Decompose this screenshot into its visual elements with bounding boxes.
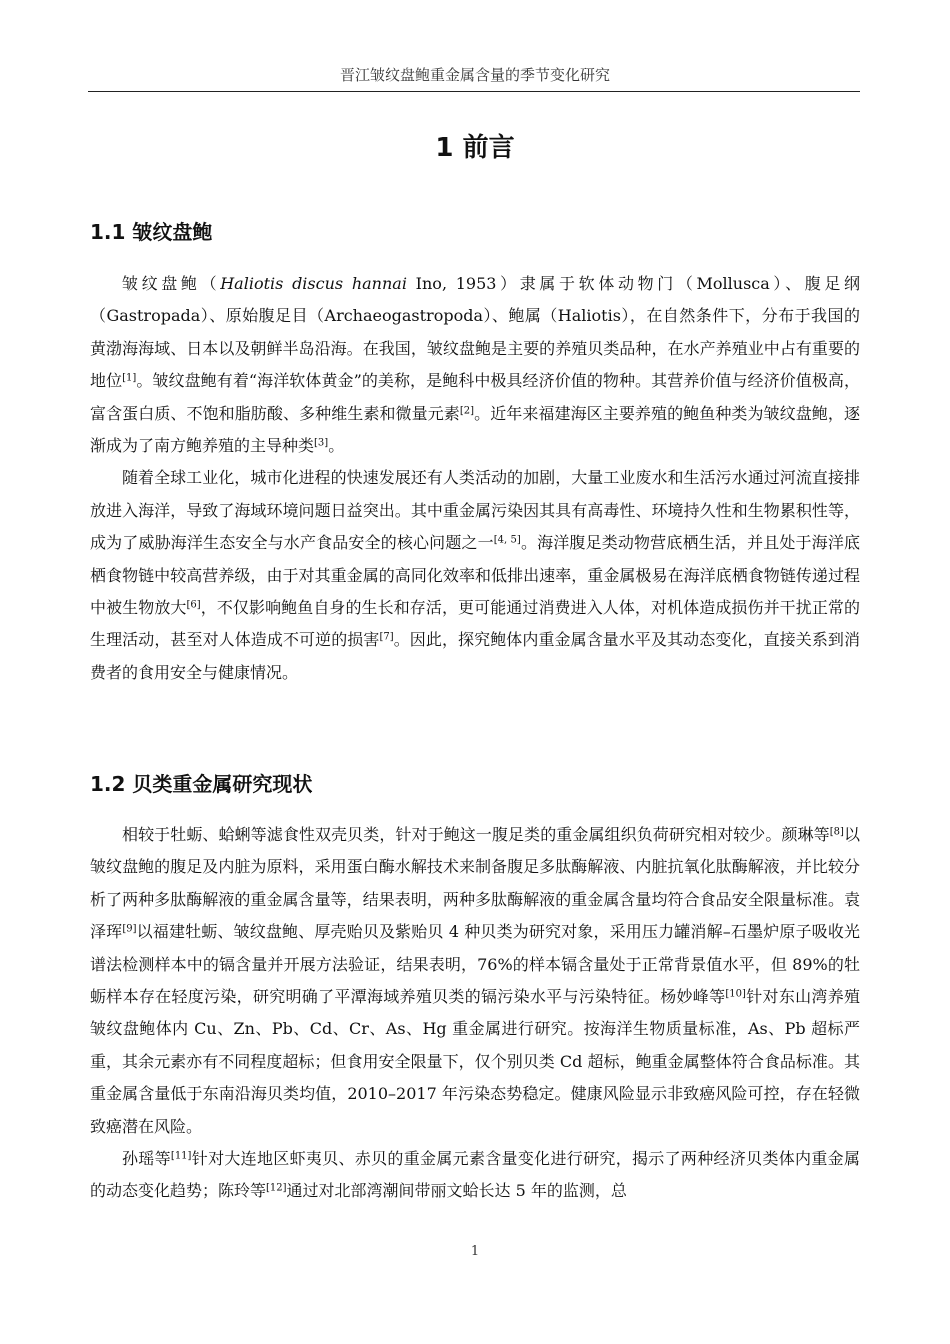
citation-ref: [2]	[459, 405, 475, 417]
section-1-2-body	[90, 819, 860, 1208]
section-title-1-1: 1.1 皱纹盘鲍	[90, 220, 213, 244]
citation-ref: [11]	[170, 1150, 192, 1162]
chapter-title: 1 前言	[435, 133, 515, 163]
section-1-1-body	[90, 268, 860, 689]
species-name: Haliotis discus hannai	[220, 274, 407, 293]
paragraph: 孙瑶等[11]针对大连地区虾夷贝、赤贝的重金属元素含量变化进行研究，揭示了两种经济贝类体内重金属的动态变化趋势；陈玲等[12]通过对北部湾潮间带丽文蛤长达 5 年的监测，总	[90, 1149, 860, 1201]
citation-ref: [6]	[186, 599, 201, 611]
paragraph: 相较于牡蛎、蛤蜊等滤食性双壳贝类，针对于鲍这一腹足类的重金属组织负荷研究相对较少。颜琳等[8]以皱纹盘鲍的腹足及内脏为原料，采用蛋白酶水解技术来制备腹足多肽酶解液、内脏抗氧化肽酶解液，并比较分析了两种多肽酶解液的重金属含量等，结果表明，两种多肽酶解液的重金属含量均符合食品安全限量标准。袁泽珲[9]以福建牡蛎、皱纹盘鲍、厚壳贻贝及紫贻贝 4 种贝类为研究对象，采用压力罐消解–石墨炉原子吸收光谱法检测样本中的镉含量并开展方法验证，结果表明，76%的样本镉含量处于正常背景值水平，但 89%的牡蛎样本存在轻度污染，研究明确了平潭海域养殖贝类的镉污染水平与污染特征。杨妙峰等[10]针对东山湾养殖皱纹盘鲍体内 Cu、Zn、Pb、Cd、Cr、As、Hg 重金属进行研究。按海洋生物质量标准，As、Pb 超标严重，其余元素亦有不同程度超标；但食用安全限量下，仅个别贝类 Cd 超标，鲍重金属整体符合食品标准。其重金属含量低于东南沿海贝类均值，2010–2017 年污染态势稳定。健康风险显示非致癌风险可控，存在轻微致癌潜在风险。	[90, 825, 860, 1136]
citation-ref: [4, 5]	[493, 534, 521, 546]
citation-ref: [8]	[829, 826, 844, 838]
paragraph: 皱纹盘鲍（Haliotis discus hannai Ino, 1953）隶属于软体动物门（Mollusca）、腹足纲（Gastropada）、原始腹足目（Archaeogastropoda）、鲍属（Haliotis），在自然条件下，分布于我国的黄渤海海域、日本以及朝鲜半岛沿海。在我国，皱纹盘鲍是主要的养殖贝类品种，在水产养殖业中占有重要的地位[1]。皱纹盘鲍有着“海洋软体黄金”的美称，是鲍科中极具经济价值的物种。其营养价值与经济价值极高，富含蛋白质、不饱和脂肪酸、多种维生素和微量元素[2]。近年来福建海区主要养殖的鲍鱼种类为皱纹盘鲍，逐渐成为了南方鲍养殖的主导种类[3]。	[90, 274, 860, 456]
citation-ref: [3]	[314, 437, 329, 449]
citation-ref: [1]	[122, 372, 137, 384]
header-rule	[88, 91, 860, 92]
citation-ref: [10]	[725, 988, 746, 1000]
citation-ref: [12]	[266, 1182, 287, 1194]
page-number: 1	[470, 1244, 480, 1259]
citation-ref: [7]	[379, 631, 394, 643]
paragraph: 随着全球工业化，城市化进程的快速发展还有人类活动的加剧，大量工业废水和生活污水通过河流直接排放进入海洋，导致了海域环境问题日益突出。其中重金属污染因其具有高毒性、环境持久性和生物累积性等，成为了威胁海洋生态安全与水产食品安全的核心问题之一[4, 5]。海洋腹足类动物营底栖生活，并且处于海洋底栖食物链中较高营养级，由于对其重金属的高同化效率和低排出速率，重金属极易在海洋底栖食物链传递过程中被生物放大[6]，不仅影响鲍鱼自身的生长和存活，更可能通过消费进入人体，对机体造成损伤并干扰正常的生理活动，甚至对人体造成不可逆的损害[7]。因此，探究鲍体内重金属含量水平及其动态变化，直接关系到消费者的食用安全与健康情况。	[90, 468, 860, 682]
running-header: 晋江皱纹盘鲍重金属含量的季节变化研究	[339, 66, 610, 84]
citation-ref: [9]	[122, 923, 137, 935]
section-title-1-2: 1.2 贝类重金属研究现状	[90, 772, 313, 796]
